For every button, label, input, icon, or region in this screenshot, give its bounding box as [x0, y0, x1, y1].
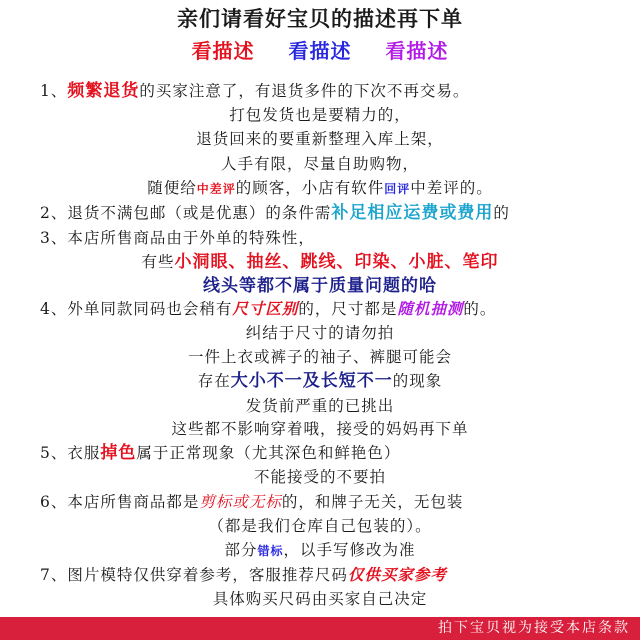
rule-7-highlight: 仅供买家参考	[347, 566, 447, 584]
rule-1-text: 的买家注意了，有退货多件的下次不再交易。	[139, 82, 470, 100]
rule-1-text-4: 人手有限，尽量自助购物，	[220, 155, 419, 173]
rule-2-text-end: 的	[493, 204, 510, 222]
rule-4-text-6: 这些都不影响穿着哦，接受的妈妈再下单	[171, 420, 469, 438]
rule-6-text-2: （都是我们仓库自己包装的）。	[208, 517, 432, 535]
rule-3-line-3	[0, 275, 640, 297]
rule-4-line-2	[0, 322, 640, 344]
rule-6-highlight: 剪标或无标	[199, 493, 282, 511]
footer-text: 拍下宝贝视为接受本店条款	[438, 620, 630, 636]
rule-1-line-4	[0, 153, 640, 175]
rule-5-line	[0, 442, 640, 464]
rule-2-text: 2、退货不满包邮（或是优惠）的条件需	[40, 204, 332, 222]
rule-5-text-2: 不能接受的不要拍	[253, 468, 386, 486]
size-difference-highlight: 尺寸区别	[232, 300, 299, 318]
rule-4-line-6	[0, 418, 640, 440]
size-uneven-highlight: 大小不一及长短不一	[230, 371, 393, 391]
rule-5-text: 5、衣服	[40, 444, 101, 462]
rule-3-line-2	[0, 251, 640, 273]
rule-1-line-2	[0, 104, 640, 126]
rule-1-text-5c: 中差评的。	[410, 179, 493, 197]
rule-4-text-2: 纠结于尺寸的请勿拍	[245, 324, 395, 342]
rule-6-line-3	[0, 539, 640, 562]
page-title	[0, 8, 640, 30]
rule-4-text-4b: 的现象	[392, 372, 443, 390]
rule-1-line-3	[0, 128, 640, 150]
reply-review-highlight: 回评	[384, 182, 411, 196]
rule-1-line-5	[0, 177, 640, 200]
rule-1-text-3: 退货回来的要重新整理入库上架，	[196, 130, 444, 148]
look-label-purple: 看描述	[385, 39, 449, 63]
rule-4-text-c: 的。	[463, 300, 497, 318]
rule-6-text: 6、本店所售商品都是	[40, 493, 200, 511]
rule-1-text-2: 打包发货也是要精力的，	[229, 106, 411, 124]
rule-4-text-b: 的，尺寸都是	[298, 300, 398, 318]
rule-3-text-2: 有些	[141, 253, 175, 271]
rule-4-text: 4、外单同款同码也会稍有	[40, 300, 233, 318]
rule-1-number: 1、	[40, 82, 68, 100]
rule-6-text-b: 的，和牌子无关，无包装	[281, 493, 464, 511]
rule-7-text-2: 具体购买尺码由买家自己决定	[212, 590, 428, 608]
rule-5-text-b: 属于正常现象（尤其深色和鲜艳色）	[136, 444, 401, 462]
rule-1-text-5b: 的顾客，小店有软件	[235, 179, 385, 197]
rule-4-text-4a: 存在	[197, 372, 231, 390]
rule-4-line	[0, 298, 640, 320]
rule-6-line	[0, 491, 640, 513]
rule-3-line	[0, 227, 640, 249]
rule-3-text: 3、本店所售商品由于外单的特殊性，	[40, 229, 315, 247]
rule-3-highlight: 小洞眼、抽丝、跳线、印染、小脏、笔印	[174, 252, 499, 272]
footer-banner	[0, 617, 640, 640]
look-label-blue: 看描述	[288, 39, 352, 63]
random-measure-highlight: 随机抽测	[397, 300, 464, 318]
rule-4-line-5	[0, 395, 640, 417]
rule-7-text: 7、图片模特仅供穿着参考，客服推荐尺码	[40, 566, 348, 584]
rule-7-line-2	[0, 588, 640, 610]
look-label-red: 看描述	[191, 39, 255, 63]
bad-review-highlight: 中差评	[196, 182, 236, 196]
rule-6-text-3b: ，以手写修改为准	[283, 541, 416, 559]
rule-1-text-5a: 随便给	[147, 179, 197, 197]
rule-6-line-2	[0, 515, 640, 537]
look-description-row	[0, 40, 640, 64]
rule-4-text-3: 一件上衣或裤子的袖子、裤腿可能会	[187, 348, 452, 366]
rule-1-line	[0, 80, 640, 102]
rule-5-line-2	[0, 466, 640, 488]
rule-5-highlight: 掉色	[100, 443, 137, 463]
rule-7-line	[0, 564, 640, 586]
rule-1-highlight: 频繁退货	[67, 81, 140, 101]
rule-2-highlight: 补足相应运费或费用	[331, 203, 494, 223]
rule-4-line-4	[0, 370, 640, 392]
page-title-text: 亲们请看好宝贝的描述再下单	[177, 7, 463, 31]
rule-2-line	[0, 202, 640, 224]
rule-4-text-5: 发货前严重的已挑出	[245, 397, 395, 415]
rule-6-text-3a: 部分	[224, 541, 258, 559]
rule-3-highlight-2: 线头等都不属于质量问题的哈	[203, 276, 437, 296]
wrong-label-highlight: 错标	[257, 544, 284, 558]
rule-4-line-3	[0, 346, 640, 368]
